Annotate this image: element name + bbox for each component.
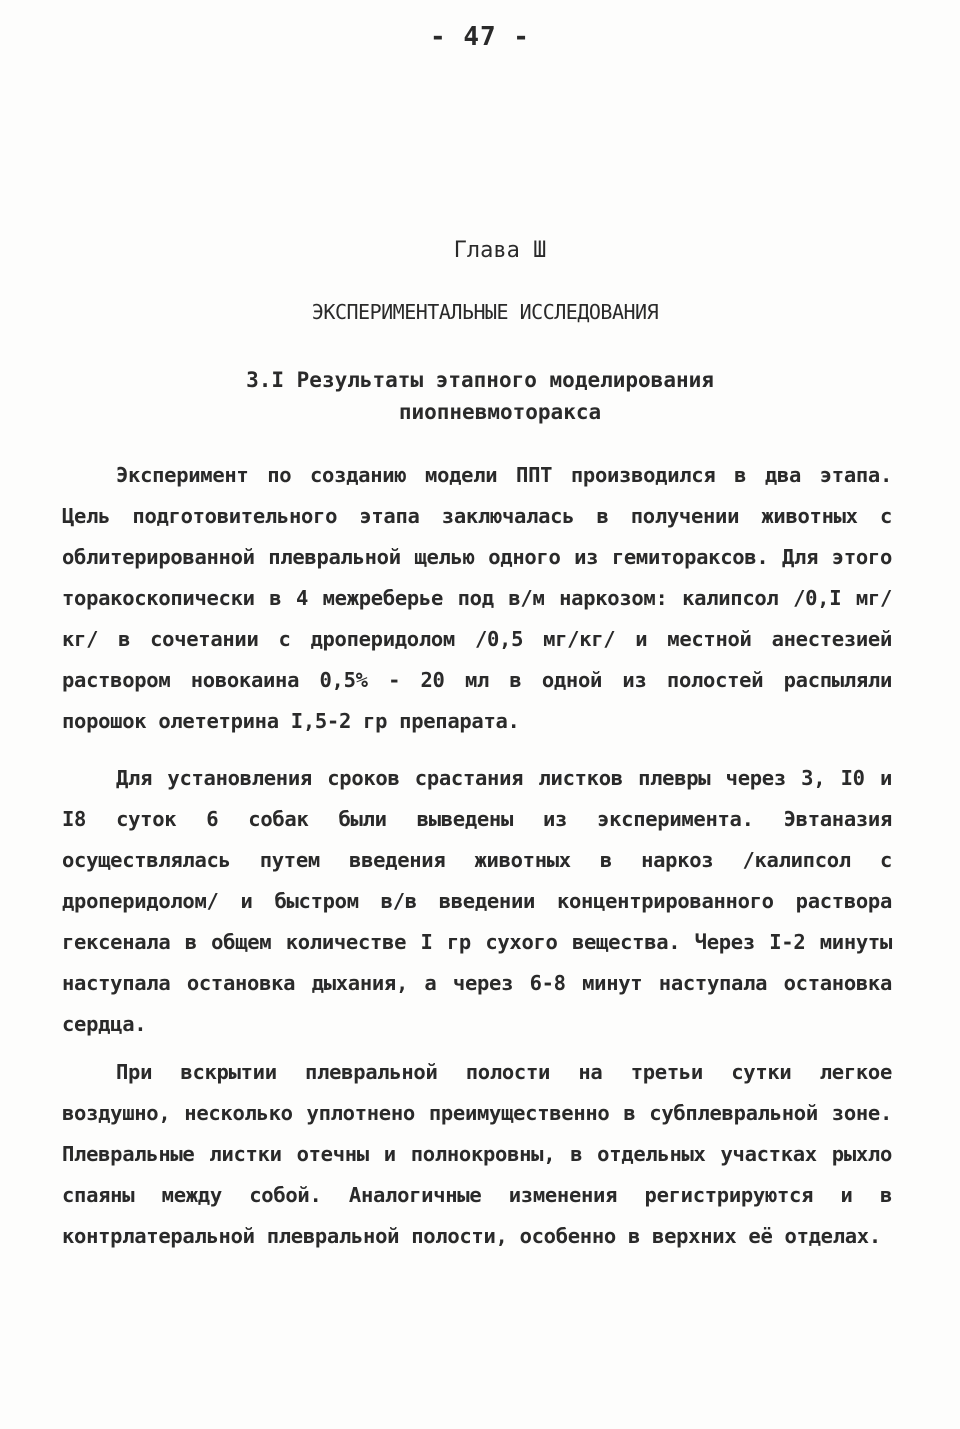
paragraph-text: При вскрытии плевральной полости на третьи сутки легкое воздушно, несколько уплотнено преимущественно в субплевральной зоне. Плевральные листки отечны и полнокровны, в отдельных участках рыхло спаяны между собой. Аналогичные изменения регистрируются и в контрлатеральной плевральной полости, особенно в верхних её отделах.	[62, 1060, 892, 1248]
paragraph-text: Для установления сроков срастания листков плевры через 3, I0 и I8 суток 6 собак были выведены из эксперимента. Эвтаназия осуществлялась путем введения животных в наркоз /калипсол с дроперидолом/ и быстром в/в введении концентрированного раствора гексенала в общем количестве I гр сухого вещества. Через I-2 минуты наступала остановка дыхания, а через 6-8 минут наступала остановка сердца.	[62, 766, 892, 1036]
subsection-heading	[0, 364, 960, 428]
body-paragraph-1	[62, 455, 892, 748]
body-paragraph-2	[62, 758, 892, 1051]
page-number: - 47 -	[430, 22, 530, 52]
paragraph-text: Эксперимент по созданию модели ППТ производился в два этапа. Цель подготовительного этапа заключалась в получении животных с облитерированной плевральной щелью одного из гемитораксов. Для этого торакоскопически в 4 межреберье под в/м наркозом: калипсол /0,I мг/кг/ в сочетании с дроперидолом /0,5 мг/кг/ и местной анестезией раствором новокаина 0,5% - 20 мл в одной из полостей распыляли порошок олететрина I,5-2 гр препарата.	[62, 463, 892, 733]
subsection-heading-line2: пиопневмоторакса	[398, 400, 602, 424]
subsection-heading-line1: 3.I Результаты этапного моделирования	[246, 368, 714, 392]
chapter-label: Глава Ш	[453, 238, 547, 263]
body-paragraph-3	[62, 1052, 892, 1263]
chapter-title: ЭКСПЕРИМЕНТАЛЬНЫЕ ИССЛЕДОВАНИЯ	[311, 300, 659, 324]
